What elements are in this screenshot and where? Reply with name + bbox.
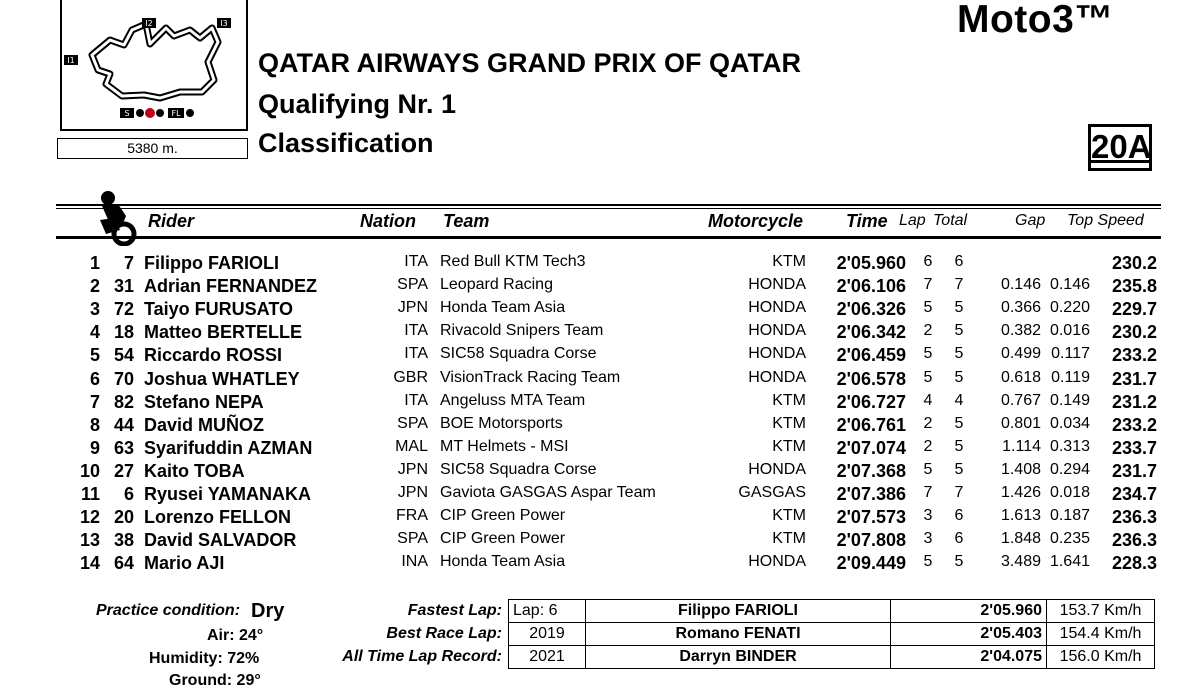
header-divider-bottom [56,236,1161,239]
table-row [0,530,1200,553]
lap-time: 2'07.386 [836,484,906,504]
best-lap: 5 [923,345,933,363]
lap-time: 2'06.326 [836,299,906,320]
total-laps: 4 [954,391,964,409]
practice-condition-value: Dry [251,600,285,622]
rider-name: Syarifuddin AZMAN [144,437,313,458]
track-length: 5380 m. [57,138,248,159]
position: 1 [89,253,100,273]
document-code: 20A [1088,124,1152,171]
record-time: 2'05.403 [891,623,1047,646]
svg-text:I3: I3 [220,19,228,28]
total-laps: 5 [954,368,964,386]
gap-to-first: 3.489 [1000,553,1041,571]
record-ref: 2019 [509,623,586,646]
total-laps: 5 [954,553,964,571]
team: Honda Team Asia [440,553,566,571]
rider-name: Lorenzo FELLON [144,507,291,528]
motorcycle: HONDA [748,299,806,317]
fastest-lap-label: Fastest Lap: [407,602,502,619]
lap-time: 2'06.727 [836,391,906,412]
lap-records-table [508,599,1155,669]
nation: JPN [397,484,428,501]
gap-to-previous: 0.034 [1049,414,1090,432]
humidity: Humidity: 72% [149,650,260,667]
team: VisionTrack Racing Team [440,368,621,386]
gap-to-first: 1.848 [1000,530,1041,548]
table-row [0,415,1200,438]
lap-time: 2'09.449 [836,553,906,574]
motorcycle: HONDA [748,322,806,340]
gap-to-previous: 0.220 [1049,299,1090,317]
gap-to-first: 0.366 [1000,299,1041,317]
total-laps: 7 [954,276,964,294]
rider-name: David MUÑOZ [144,414,265,435]
total-laps: 7 [954,484,964,501]
lap-time: 2'06.342 [836,322,906,343]
rider-number: 70 [113,368,134,389]
rider-number: 38 [113,530,134,551]
team: Honda Team Asia [440,299,566,317]
top-speed: 236.3 [1111,507,1157,528]
best-race-lap-label: Best Race Lap: [386,625,502,642]
gap-to-previous: 0.294 [1049,460,1090,478]
top-speed: 234.7 [1111,484,1157,504]
lap-time: 2'07.368 [836,460,906,481]
best-lap: 5 [923,553,933,571]
col-gap: Gap [1015,212,1046,229]
gap-to-previous: 0.016 [1049,322,1090,340]
table-row [0,553,1200,576]
rider-number: 72 [113,299,134,320]
motorcycle: HONDA [748,553,806,571]
gap-to-previous: 0.149 [1049,391,1090,409]
lap-record-row [509,623,1155,646]
nation: MAL [395,437,428,455]
nation: FRA [396,507,428,525]
team: CIP Green Power [440,530,566,548]
record-rider: Filippo FARIOLI [586,600,891,623]
team: Angeluss MTA Team [440,391,586,409]
top-speed: 231.7 [1111,460,1157,481]
record-time: 2'05.960 [891,600,1047,623]
nation: ITA [404,322,428,340]
best-lap: 5 [923,460,933,478]
table-row [0,507,1200,530]
best-lap: 3 [923,530,933,548]
gap-to-first: 0.499 [1000,345,1041,363]
col-total: Total [933,212,968,229]
top-speed: 231.2 [1111,391,1157,412]
nation: SPA [397,414,428,432]
best-lap: 2 [923,437,933,455]
best-lap: 7 [923,276,933,294]
position: 11 [80,484,100,504]
col-time: Time [846,211,888,231]
nation: ITA [404,253,428,270]
team: Leopard Racing [440,276,553,294]
col-rider: Rider [148,211,195,231]
gap-to-first: 1.114 [1002,437,1041,455]
col-nation: Nation [360,211,416,231]
motorcycle: HONDA [748,345,806,363]
position: 5 [89,345,100,366]
nation: GBR [393,368,428,386]
record-rider: Romano FENATI [586,623,891,646]
table-row [0,369,1200,392]
col-team: Team [443,211,490,231]
record-ref: 2021 [509,646,586,669]
table-row [0,345,1200,368]
lap-time: 2'07.808 [836,530,906,551]
lap-time: 2'05.960 [836,253,906,273]
motorcycle: KTM [772,530,806,548]
lap-time: 2'06.761 [836,414,906,435]
event-title: QATAR AIRWAYS GRAND PRIX OF QATAR [258,48,802,78]
record-rider: Darryn BINDER [586,646,891,669]
rider-number: 63 [113,437,134,458]
gap-to-first: 0.146 [1000,276,1041,294]
rider-number: 44 [113,414,134,435]
rider-name: David SALVADOR [144,530,297,551]
rider-name: Kaito TOBA [144,460,245,481]
col-motorcycle: Motorcycle [708,211,804,231]
rider-number: 82 [113,391,134,412]
position: 2 [89,276,100,297]
motorcycle: KTM [772,437,806,455]
header-divider-thin [56,208,1161,209]
rider-name: Taiyo FURUSATO [144,299,294,320]
top-speed: 230.2 [1111,253,1157,273]
team: CIP Green Power [440,507,566,525]
col-top-speed: Top Speed [1067,212,1144,229]
gap-to-first: 0.618 [1000,368,1041,386]
rider-name: Ryusei YAMANAKA [144,484,312,504]
rider-number: 18 [113,322,134,343]
svg-text:I1: I1 [67,56,75,65]
top-speed: 233.7 [1111,437,1157,458]
gap-to-previous: 0.235 [1049,530,1090,548]
table-row [0,299,1200,322]
table-row [0,322,1200,345]
total-laps: 5 [954,322,964,340]
team: Gaviota GASGAS Aspar Team [440,484,656,501]
lap-time: 2'07.074 [836,437,906,458]
nation: ITA [404,345,428,363]
best-lap: 7 [923,484,933,501]
nation: INA [401,553,428,571]
gap-to-previous: 0.119 [1051,368,1090,386]
top-speed: 231.7 [1111,368,1157,389]
gap-to-previous: 0.313 [1049,437,1090,455]
lap-time: 2'07.573 [836,507,906,528]
total-laps: 6 [954,530,964,548]
best-lap: 2 [923,322,933,340]
team: Red Bull KTM Tech3 [440,253,586,270]
team: Rivacold Snipers Team [440,322,604,340]
record-speed: 153.7 Km/h [1047,600,1155,623]
session-title: Qualifying Nr. 1 [258,89,457,119]
table-row [0,484,1200,507]
best-lap: 5 [923,368,933,386]
position: 8 [89,414,100,435]
lap-time: 2'06.578 [836,368,906,389]
rider-number: 7 [123,253,134,273]
svg-text:FL: FL [171,109,181,118]
record-ref: Lap: 6 [509,600,586,623]
track-map [60,0,248,131]
gap-to-previous: 0.117 [1051,345,1090,363]
rider-name: Riccardo ROSSI [144,345,283,366]
practice-condition-label: Practice condition: [96,602,241,619]
rider-name: Mario AJI [144,553,225,574]
gap-to-previous: 1.641 [1049,553,1090,571]
lap-record-row [509,646,1155,669]
position: 13 [79,530,100,551]
rider-number: 54 [113,345,134,366]
lap-time: 2'06.106 [836,276,906,297]
gap-to-first: 1.408 [1000,460,1041,478]
position: 3 [89,299,100,320]
motorcycle: HONDA [748,368,806,386]
top-speed: 236.3 [1111,530,1157,551]
top-speed: 230.2 [1111,322,1157,343]
record-time: 2'04.075 [891,646,1047,669]
position: 10 [79,460,100,481]
motorcycle: KTM [772,253,806,270]
position: 9 [89,437,100,458]
team: BOE Motorsports [440,414,563,432]
table-row [0,461,1200,484]
motorcycle: KTM [772,391,806,409]
top-speed: 229.7 [1111,299,1157,320]
table-row [0,253,1200,276]
table-row [0,392,1200,415]
lap-time: 2'06.459 [836,345,906,366]
gap-to-previous: 0.146 [1049,276,1090,294]
lap-record-row [509,600,1155,623]
rider-number: 64 [113,553,134,574]
top-speed: 228.3 [1111,553,1157,574]
position: 14 [79,553,100,574]
gap-to-previous: 0.187 [1049,507,1090,525]
table-row [0,276,1200,299]
gap-to-first: 1.426 [1000,484,1041,501]
document-title: Classification [258,128,434,158]
header-divider [56,204,1161,206]
rider-name: Stefano NEPA [144,391,264,412]
rider-name: Matteo BERTELLE [144,322,303,343]
motorcycle: HONDA [748,460,806,478]
table-row [0,438,1200,461]
total-laps: 5 [954,460,964,478]
gap-to-first: 0.382 [1000,322,1041,340]
team: MT Helmets - MSI [440,437,569,455]
top-speed: 235.8 [1111,276,1157,297]
total-laps: 5 [954,437,964,455]
team: SIC58 Squadra Corse [440,460,597,478]
nation: SPA [397,530,428,548]
total-laps: 5 [954,345,964,363]
motorcycle: GASGAS [738,484,806,501]
all-time-record-label: All Time Lap Record: [342,648,502,665]
ground-temperature: Ground: 29° [169,672,261,689]
best-lap: 4 [923,391,933,409]
svg-text:S: S [124,109,130,118]
top-speed: 233.2 [1111,345,1157,366]
gap-to-first: 0.801 [1000,414,1041,432]
gap-to-previous: 0.018 [1049,484,1090,501]
brand-title: Moto3™ [957,0,1114,41]
track-outline-icon [62,0,246,129]
best-lap: 2 [923,414,933,432]
rider-name: Joshua WHATLEY [144,368,300,389]
rider-number: 20 [113,507,134,528]
position: 7 [89,391,100,412]
rider-number: 31 [113,276,134,297]
best-lap: 3 [923,507,933,525]
total-laps: 6 [954,253,964,270]
gap-to-first: 1.613 [1000,507,1041,525]
position: 4 [89,322,100,343]
position: 12 [79,507,100,528]
rider-number: 6 [123,484,134,504]
total-laps: 5 [954,299,964,317]
nation: SPA [397,276,428,294]
col-lap: Lap [899,212,926,229]
position: 6 [89,368,100,389]
air-temperature: Air: 24° [207,627,264,644]
gap-to-first: 0.767 [1000,391,1041,409]
record-speed: 154.4 Km/h [1047,623,1155,646]
best-lap: 6 [923,253,933,270]
motorcycle: KTM [772,507,806,525]
svg-text:I2: I2 [145,19,153,28]
motorcycle: HONDA [748,276,806,294]
total-laps: 6 [954,507,964,525]
total-laps: 5 [954,414,964,432]
nation: JPN [397,460,428,478]
motorcycle: KTM [772,414,806,432]
nation: JPN [397,299,428,317]
record-speed: 156.0 Km/h [1047,646,1155,669]
rider-name: Filippo FARIOLI [144,253,279,273]
top-speed: 233.2 [1111,414,1157,435]
team: SIC58 Squadra Corse [440,345,597,363]
rider-number: 27 [113,460,134,481]
best-lap: 5 [923,299,933,317]
nation: ITA [404,391,428,409]
rider-name: Adrian FERNANDEZ [144,276,318,297]
